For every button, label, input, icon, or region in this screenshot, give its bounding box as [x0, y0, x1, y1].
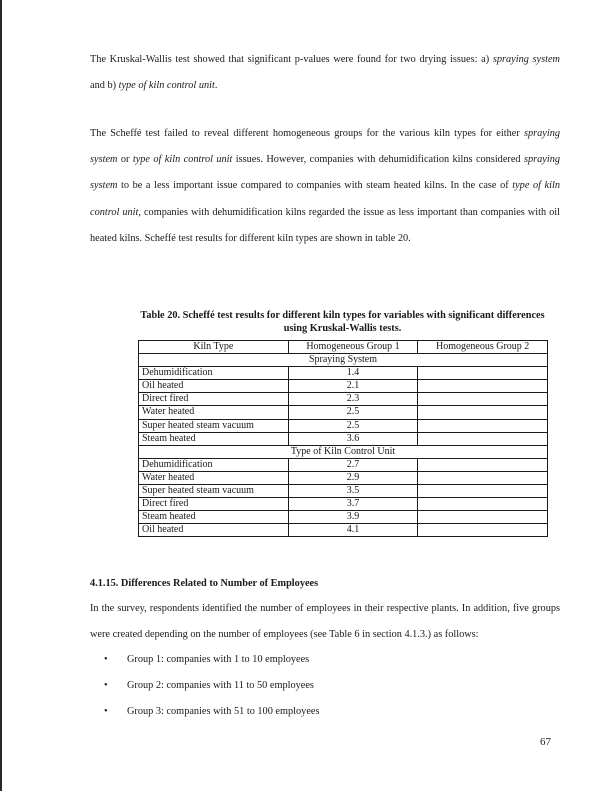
p1-text-c: and b): [90, 80, 119, 92]
group-2-cell: [418, 406, 548, 419]
section-row: [139, 445, 548, 458]
kiln-type-cell: Steam heated: [139, 432, 289, 445]
group-1-cell: 4.1: [288, 524, 418, 537]
group-1-cell: 2.3: [288, 393, 418, 406]
kiln-type-cell: Dehumidification: [139, 367, 289, 380]
section-heading: 4.1.15. Differences Related to Number of Employees: [90, 578, 319, 589]
p2-term-spraying-system: spraying system: [90, 128, 560, 166]
header-group-1: Homogeneous Group 1: [288, 341, 418, 354]
header-kiln-type: Kiln Type: [139, 341, 289, 354]
kiln-type-cell: Dehumidification: [139, 458, 289, 471]
table-row: [139, 367, 548, 380]
table-row: [139, 419, 548, 432]
group-2-cell: [418, 485, 548, 498]
bullet-icon: •: [104, 680, 108, 692]
kiln-type-cell: Oil heated: [139, 380, 289, 393]
list-item-text: Group 1: companies with 1 to 10 employees: [127, 654, 310, 665]
group-1-cell: 2.1: [288, 380, 418, 393]
group-2-cell: [418, 380, 548, 393]
scheffe-results-table: [138, 340, 548, 537]
group-1-cell: 3.6: [288, 432, 418, 445]
group-2-cell: [418, 524, 548, 537]
list-item: [90, 673, 319, 699]
p1-term-kiln-control-unit: type of kiln control unit: [118, 80, 215, 92]
list-item: [90, 699, 319, 725]
table-caption: Table 20. Scheffé test results for different kiln types for variables with significant differences using Kruskal-Wallis tests.: [140, 310, 545, 334]
kiln-type-cell: Direct fired: [139, 393, 289, 406]
page-number: 67: [540, 736, 551, 748]
section-title-spraying-system: Spraying System: [139, 354, 548, 367]
kiln-type-cell: Direct fired: [139, 498, 289, 511]
bullet-list: [90, 647, 319, 726]
list-item: [90, 647, 319, 673]
list-item-text: Group 2: companies with 11 to 50 employees: [127, 680, 314, 692]
group-1-cell: 1.4: [288, 367, 418, 380]
kiln-type-cell: Super heated steam vacuum: [139, 419, 289, 432]
p2-text-i: , companies with dehumidification kilns regarded the issue as less important than companies with oil heated kilns. Scheffé test results for different kiln types are shown in table 20.: [90, 206, 560, 244]
p2-term-kiln-control-unit-2: type of kiln control unit: [90, 180, 561, 218]
table-row: [139, 380, 548, 393]
group-1-cell: 2.7: [288, 458, 418, 471]
list-item-text: Group 3: companies with 51 to 100 employees: [127, 706, 320, 718]
bullet-icon: •: [104, 654, 108, 665]
table-row: [139, 511, 548, 524]
p2-term-kiln-control-unit: type of kiln control unit: [132, 154, 233, 166]
kiln-type-cell: Water heated: [139, 406, 289, 419]
group-1-cell: 3.7: [288, 498, 418, 511]
group-2-cell: [418, 458, 548, 471]
p2-text-c: or: [117, 154, 133, 166]
section-title-kiln-control-unit: Type of Kiln Control Unit: [139, 445, 548, 458]
bullet-icon: •: [104, 706, 108, 718]
group-2-cell: [418, 419, 548, 432]
paragraph-employees: In the survey, respondents identified the number of employees in their respective plants. In addition, five groups were created depending on the number of employees (see Table 6 in section 4.1.3.) as follows:: [90, 603, 560, 641]
kiln-type-cell: Super heated steam vacuum: [139, 485, 289, 498]
p2-text-e: issues. However, companies with dehumidification kilns considered: [232, 154, 524, 166]
group-2-cell: [418, 393, 548, 406]
paragraph-kruskal-wallis: [90, 47, 560, 99]
group-1-cell: 3.5: [288, 485, 418, 498]
group-1-cell: 2.5: [288, 419, 418, 432]
table-row: [139, 393, 548, 406]
header-group-2: Homogeneous Group 2: [418, 341, 548, 354]
table-row: [139, 432, 548, 445]
group-2-cell: [418, 498, 548, 511]
group-2-cell: [418, 511, 548, 524]
p1-term-spraying-system: spraying system: [492, 54, 560, 65]
table-header-row: [139, 341, 548, 354]
p2-text-a: The Scheffé test failed to reveal different homogeneous groups for the various kiln types for either: [90, 128, 524, 139]
kiln-type-cell: Steam heated: [139, 511, 289, 524]
p1-text-e: .: [214, 80, 218, 92]
p2-text-g: to be a less important issue compared to companies with steam heated kilns. In the case of: [117, 180, 513, 192]
group-1-cell: 2.9: [288, 471, 418, 484]
kiln-type-cell: Oil heated: [139, 524, 289, 537]
table-row: [139, 485, 548, 498]
table-row: [139, 471, 548, 484]
group-1-cell: 2.5: [288, 406, 418, 419]
group-1-cell: 3.9: [288, 511, 418, 524]
page-left-edge: [0, 0, 2, 791]
p1-text-a: The Kruskal-Wallis test showed that significant p-values were found for two drying issues: a): [90, 54, 493, 65]
table-row: [139, 524, 548, 537]
table-row: [139, 498, 548, 511]
table-row: [139, 458, 548, 471]
table-row: [139, 406, 548, 419]
group-2-cell: [418, 367, 548, 380]
group-2-cell: [418, 432, 548, 445]
paragraph-scheffe: [90, 121, 560, 252]
p2-term-spraying-system-2: spraying system: [90, 154, 560, 192]
group-2-cell: [418, 471, 548, 484]
section-row: [139, 354, 548, 367]
kiln-type-cell: Water heated: [139, 471, 289, 484]
